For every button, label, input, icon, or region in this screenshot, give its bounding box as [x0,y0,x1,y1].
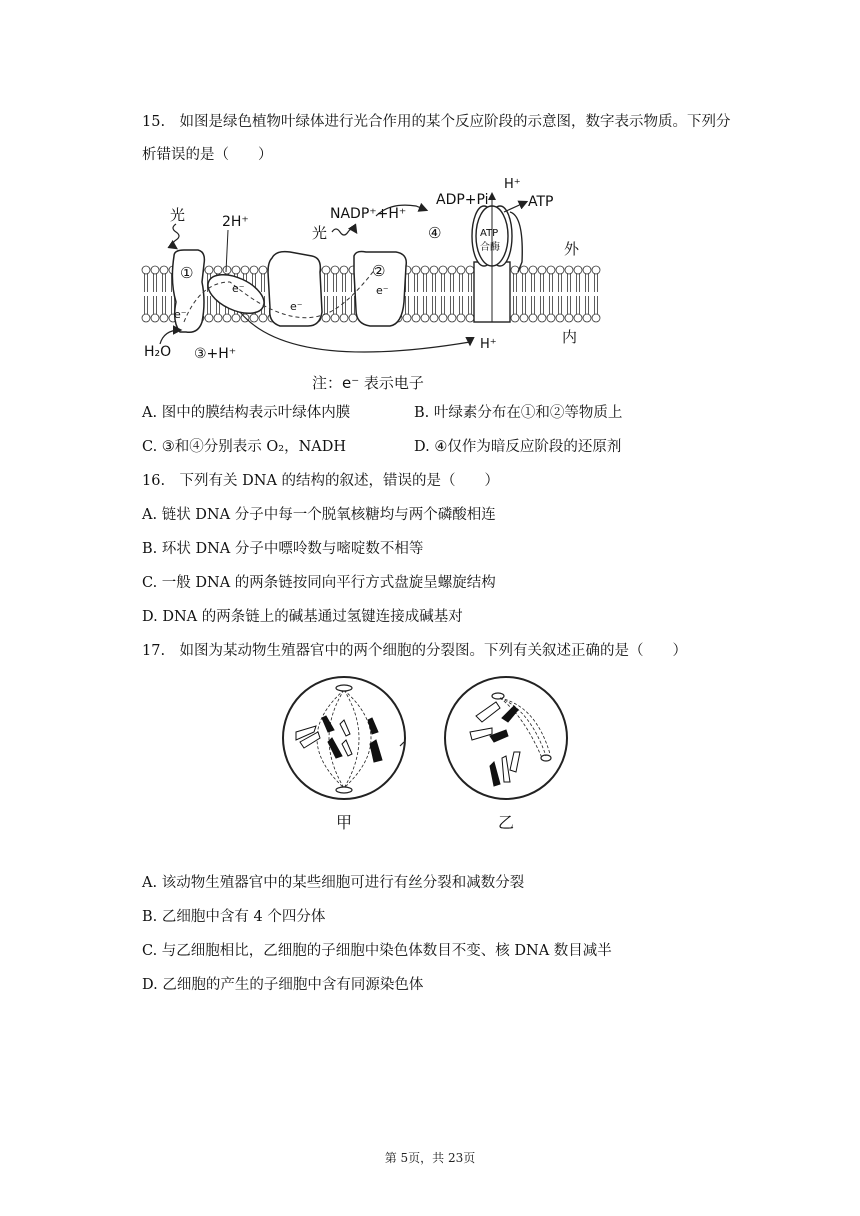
atp-arrow [504,202,526,212]
light-squiggle-2 [332,229,356,235]
label-light-1: 光 [170,206,186,224]
label-number-4: ④ [428,224,442,242]
q16-title: 16. 下列有关 DNA 的结构的叙述，错误的是（ ） [142,473,500,489]
label-light-2: 光 [312,224,328,242]
q15-option-c: C. ③和④分别表示 O₂，NADH [142,439,347,455]
cell-yi-label: 乙 [498,813,515,832]
label-2h-plus: 2H⁺ [222,214,249,230]
q16-option-d: D. DNA 的两条链上的碱基通过氢键连接成碱基对 [142,609,463,625]
figure-note: 注：e⁻ 表示电子 [312,374,424,392]
q15-title-line2: 析错误的是（ ） [142,147,273,163]
label-electron-1: e⁻ [174,308,187,321]
label-outside: 外 [564,240,580,258]
cell-yi [445,677,567,799]
cell-division-figure [280,676,590,840]
h2o-arrow [160,330,180,344]
label-electron-3: e⁻ [290,300,303,313]
q15-option-d: D. ④仅作为暗反应阶段的还原剂 [414,439,622,455]
label-product-3: ③+H⁺ [194,346,237,362]
cell-jia-label: 甲 [336,813,353,832]
photosynthesis-figure [140,172,610,392]
q15-title-line1: 15. 如图是绿色植物叶绿体进行光合作用的某个反应阶段的示意图，数字表示物质。下列分 [142,114,731,130]
q17-title: 17. 如图为某动物生殖器官中的两个细胞的分裂图。下列有关叙述正确的是（ ） [142,643,688,659]
q16-option-c: C. 一般 DNA 的两条链按同向平行方式盘旋呈螺旋结构 [142,575,496,591]
label-atp-enzyme-1: ATP [480,228,499,239]
q16-option-b: B. 环状 DNA 分子中嘌呤数与嘧啶数不相等 [142,541,424,557]
label-atp: ATP [528,194,554,210]
q15-option-b: B. 叶绿素分布在①和②等物质上 [414,405,623,421]
q17-option-c: C. 与乙细胞相比，乙细胞的子细胞中染色体数目不变、核 DNA 数目减半 [142,943,612,959]
cell-division-diagram [280,676,590,840]
light-squiggle-1 [173,224,179,248]
q15-option-a: A. 图中的膜结构表示叶绿体内膜 [142,405,351,421]
label-inside: 内 [562,328,578,346]
label-atp-enzyme-2: 合酶 [480,242,500,253]
q16-option-a: A. 链状 DNA 分子中每一个脱氧核糖均与两个磷酸相连 [142,507,496,523]
label-h2o: H₂O [144,344,172,360]
q17-option-b: B. 乙细胞中含有 4 个四分体 [142,909,326,925]
q17-option-d: D. 乙细胞的产生的子细胞中含有同源染色体 [142,977,424,993]
label-electron-4: e⁻ [376,284,389,297]
page-footer: 第 5页，共 23页 [384,1151,476,1165]
label-adp-pi: ADP+Pi [436,192,489,208]
label-h-plus-top: H⁺ [504,177,521,192]
label-electron-2: e⁻ [232,282,245,295]
cell-jia [283,677,405,799]
q17-option-a: A. 该动物生殖器官中的某些细胞可进行有丝分裂和减数分裂 [142,875,525,891]
cytochrome-complex [268,252,322,326]
label-h-plus-bottom: H⁺ [480,337,497,352]
atp-synthase [472,206,522,322]
thylakoid-membrane-diagram [140,172,610,392]
label-number-2: ② [372,262,386,280]
label-nadp: NADP⁺+H⁺ [330,206,407,222]
label-number-1: ① [180,264,194,282]
